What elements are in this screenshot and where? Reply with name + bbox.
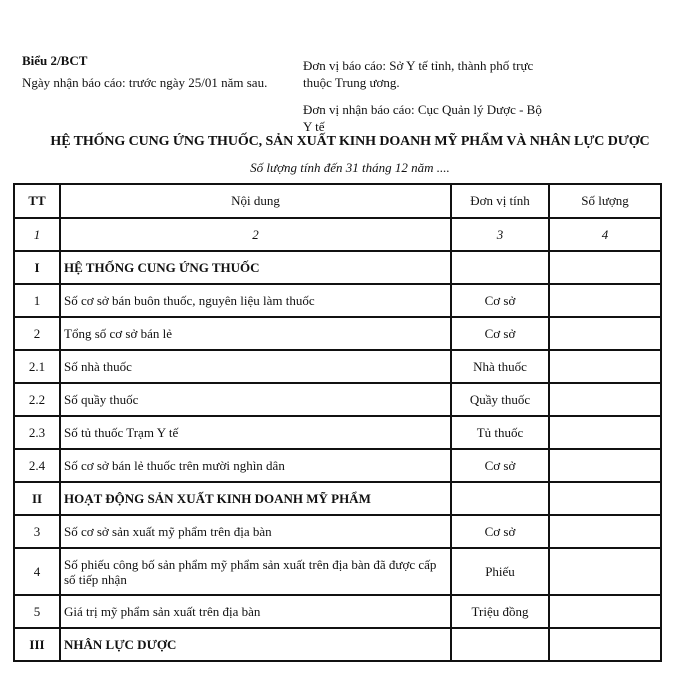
row-tt: 3	[14, 515, 60, 548]
col-header-unit: Đơn vị tính	[451, 184, 549, 218]
col-header-content: Nội dung	[60, 184, 451, 218]
row-tt: 2	[14, 317, 60, 350]
row-tt: 5	[14, 595, 60, 628]
row-qty[interactable]	[549, 251, 661, 284]
row-unit: Triệu đồng	[451, 595, 549, 628]
row-content: Số cơ sở bán buôn thuốc, nguyên liệu làm thuốc	[60, 284, 451, 317]
row-qty[interactable]	[549, 628, 661, 661]
row-unit: Cơ sở	[451, 449, 549, 482]
table-row	[14, 515, 661, 548]
row-tt: III	[14, 628, 60, 661]
header-left	[22, 50, 267, 94]
table-row	[14, 383, 661, 416]
row-qty[interactable]	[549, 449, 661, 482]
row-unit: Cơ sở	[451, 317, 549, 350]
row-unit: Phiếu	[451, 548, 549, 595]
section-row	[14, 628, 661, 661]
table-row	[14, 317, 661, 350]
row-content: NHÂN LỰC DƯỢC	[60, 628, 451, 661]
row-content: Số tủ thuốc Trạm Y tế	[60, 416, 451, 449]
row-qty[interactable]	[549, 350, 661, 383]
row-content: Số cơ sở bán lẻ thuốc trên mười nghìn dân	[60, 449, 451, 482]
row-content: Số quầy thuốc	[60, 383, 451, 416]
col-header-qty: Số lượng	[549, 184, 661, 218]
row-qty[interactable]	[549, 595, 661, 628]
table-row	[14, 548, 661, 595]
row-tt: 2.3	[14, 416, 60, 449]
receiving-unit: Đơn vị nhận báo cáo: Cục Quản lý Dược - Bộ Y tế	[303, 102, 542, 134]
col-number: 1	[14, 218, 60, 251]
section-row	[14, 251, 661, 284]
row-qty[interactable]	[549, 548, 661, 595]
row-content: Giá trị mỹ phẩm sản xuất trên địa bàn	[60, 595, 451, 628]
table-row	[14, 284, 661, 317]
header-right	[303, 57, 553, 145]
row-qty[interactable]	[549, 416, 661, 449]
reporting-unit: Đơn vị báo cáo: Sở Y tế tỉnh, thành phố trực thuộc Trung ương.	[303, 58, 534, 90]
row-unit: Nhà thuốc	[451, 350, 549, 383]
row-tt: 2.4	[14, 449, 60, 482]
row-qty[interactable]	[549, 515, 661, 548]
row-unit: Cơ sở	[451, 515, 549, 548]
report-subtitle: Số lượng tính đến 31 tháng 12 năm ....	[250, 160, 450, 175]
row-tt: 4	[14, 548, 60, 595]
row-content: Tổng số cơ sở bán lẻ	[60, 317, 451, 350]
section-row	[14, 482, 661, 515]
form-code: Biểu 2/BCT	[22, 53, 88, 68]
table-row	[14, 416, 661, 449]
row-qty[interactable]	[549, 317, 661, 350]
row-unit	[451, 628, 549, 661]
table-row	[14, 595, 661, 628]
col-number: 2	[60, 218, 451, 251]
row-tt: II	[14, 482, 60, 515]
row-tt: 2.1	[14, 350, 60, 383]
col-header-tt: TT	[14, 184, 60, 218]
row-tt: 1	[14, 284, 60, 317]
row-qty[interactable]	[549, 383, 661, 416]
row-qty[interactable]	[549, 482, 661, 515]
row-content: Số cơ sở sản xuất mỹ phẩm trên địa bàn	[60, 515, 451, 548]
col-number: 4	[549, 218, 661, 251]
row-tt: 2.2	[14, 383, 60, 416]
row-content: Số nhà thuốc	[60, 350, 451, 383]
header-row	[14, 184, 661, 218]
row-tt: I	[14, 251, 60, 284]
report-title: HỆ THỐNG CUNG ỨNG THUỐC, SẢN XUẤT KINH DOANH MỸ PHẨM VÀ NHÂN LỰC DƯỢC	[50, 134, 650, 149]
row-unit: Cơ sở	[451, 284, 549, 317]
row-unit: Quầy thuốc	[451, 383, 549, 416]
column-number-row	[14, 218, 661, 251]
table-row	[14, 449, 661, 482]
row-unit	[451, 482, 549, 515]
col-number: 3	[451, 218, 549, 251]
report-table	[13, 183, 662, 662]
row-content: HOẠT ĐỘNG SẢN XUẤT KINH DOANH MỸ PHẨM	[60, 482, 451, 515]
row-unit: Tủ thuốc	[451, 416, 549, 449]
row-content: Số phiếu công bố sản phẩm mỹ phẩm sản xuất trên địa bàn đã được cấp số tiếp nhận	[60, 548, 451, 595]
row-content: HỆ THỐNG CUNG ỨNG THUỐC	[60, 251, 451, 284]
table-row	[14, 350, 661, 383]
receive-date: Ngày nhận báo cáo: trước ngày 25/01 năm sau.	[22, 75, 268, 90]
row-qty[interactable]	[549, 284, 661, 317]
row-unit	[451, 251, 549, 284]
